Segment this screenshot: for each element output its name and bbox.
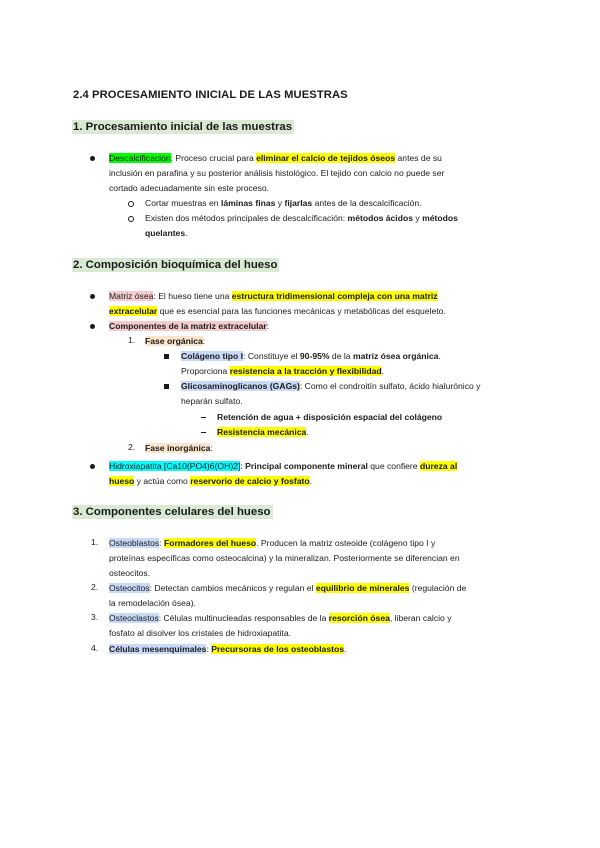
- s2-matriz-line1: Matriz ósea: El hueso tiene una estructura tridimensional compleja con una matriz: [109, 291, 438, 301]
- s3-item2-line2: la remodelación ósea).: [109, 598, 196, 608]
- list-number: 4.: [91, 643, 99, 653]
- dash-bullet-icon: [201, 417, 206, 418]
- s2-gags-dash1: Retención de agua + disposición espacial del colágeno: [217, 412, 443, 422]
- s1-bullet1-line1: Descalcificación: Proceso crucial para eliminar el calcio de tejidos óseos antes de su: [109, 153, 442, 163]
- dash-bullet-icon: [201, 432, 206, 433]
- bullet-icon: [90, 464, 95, 469]
- list-number: 1.: [91, 537, 99, 547]
- s2-colageno-line1: Colágeno tipo I: Constituye el 90-95% de la matriz ósea orgánica.: [181, 351, 441, 361]
- s3-item3-line1: Osteoclastos: Células multinucleadas responsables de la resorción ósea, liberan calcio y: [109, 613, 452, 623]
- s2-colageno-line2: Proporciona resistencia a la tracción y flexibilidad.: [181, 366, 385, 376]
- circle-bullet-icon: [128, 216, 134, 222]
- bullet-icon: [90, 156, 95, 161]
- s3-item1-line1: Osteoblastos: Formadores del hueso. Producen la matriz osteoide (colágeno tipo I y: [109, 538, 436, 548]
- page-title: 2.4 PROCESAMIENTO INICIAL DE LAS MUESTRAS: [73, 89, 348, 101]
- section-heading-1: 1. Procesamiento inicial de las muestras: [73, 121, 293, 133]
- s1-sub1: Cortar muestras en láminas finas y fijarlas antes de la descalcificación.: [145, 198, 422, 208]
- s2-componentes: Componentes de la matriz extracelular:: [109, 321, 269, 331]
- s2-matriz-line2: extracelular que es esencial para las funciones mecánicas y metabólicas del esqueleto.: [109, 306, 446, 316]
- section-heading-3: 3. Componentes celulares del hueso: [73, 506, 271, 518]
- s3-item2-line1: Osteocitos: Detectan cambios mecánicos y regulan el equilibrio de minerales (regulación de: [109, 583, 467, 593]
- square-bullet-icon: [164, 354, 169, 359]
- s1-bullet1-line2: inclusión en parafina y su posterior análisis histológico. El tejido con calcio no puede ser: [109, 168, 445, 178]
- s2-fase-organica: Fase orgánica:: [145, 336, 206, 346]
- s1-bullet1-line3: cortado adecuadamente sin este proceso.: [109, 183, 270, 193]
- bullet-icon: [90, 294, 95, 299]
- s3-item3-line2: fosfato al disolver los cristales de hidroxiapatita.: [109, 628, 291, 638]
- list-number: 1.: [128, 335, 136, 345]
- list-number: 2.: [91, 582, 99, 592]
- s1-sub2-line2: quelantes.: [145, 228, 188, 238]
- s1-sub2-line1: Existen dos métodos principales de descalcificación: métodos ácidos y métodos: [145, 213, 458, 223]
- bullet-icon: [90, 324, 95, 329]
- s3-item1-line2: proteínas específicas como osteocalcina) y la mineralizan. Posteriormente se diferencian en: [109, 553, 460, 563]
- s2-fase-inorganica: Fase inorgánica:: [145, 443, 213, 453]
- s2-gags-dash2: Resistencia mecánica.: [217, 427, 309, 437]
- circle-bullet-icon: [128, 201, 134, 207]
- square-bullet-icon: [164, 384, 169, 389]
- s2-gags-line1: Glicosaminoglicanos (GAGs): Como el condroitín sulfato, ácido hialurónico y: [181, 381, 481, 391]
- s2-gags-line2: heparán sulfato.: [181, 396, 243, 406]
- s3-item1-line3: osteocitos.: [109, 568, 151, 578]
- section-heading-2: 2. Composición bioquímica del hueso: [73, 259, 278, 271]
- list-number: 3.: [91, 612, 99, 622]
- s2-hidroxiapatita-line2: hueso y actúa como reservorio de calcio y fosfato.: [109, 476, 312, 486]
- s3-item4-line1: Células mesenquimales: Precursoras de los osteoblastos.: [109, 644, 347, 654]
- list-number: 2.: [128, 442, 136, 452]
- s2-hidroxiapatita-line1: Hidroxiapatita [Ca10(PO4)6(OH)2]: Principal componente mineral que confiere dureza al: [109, 461, 458, 471]
